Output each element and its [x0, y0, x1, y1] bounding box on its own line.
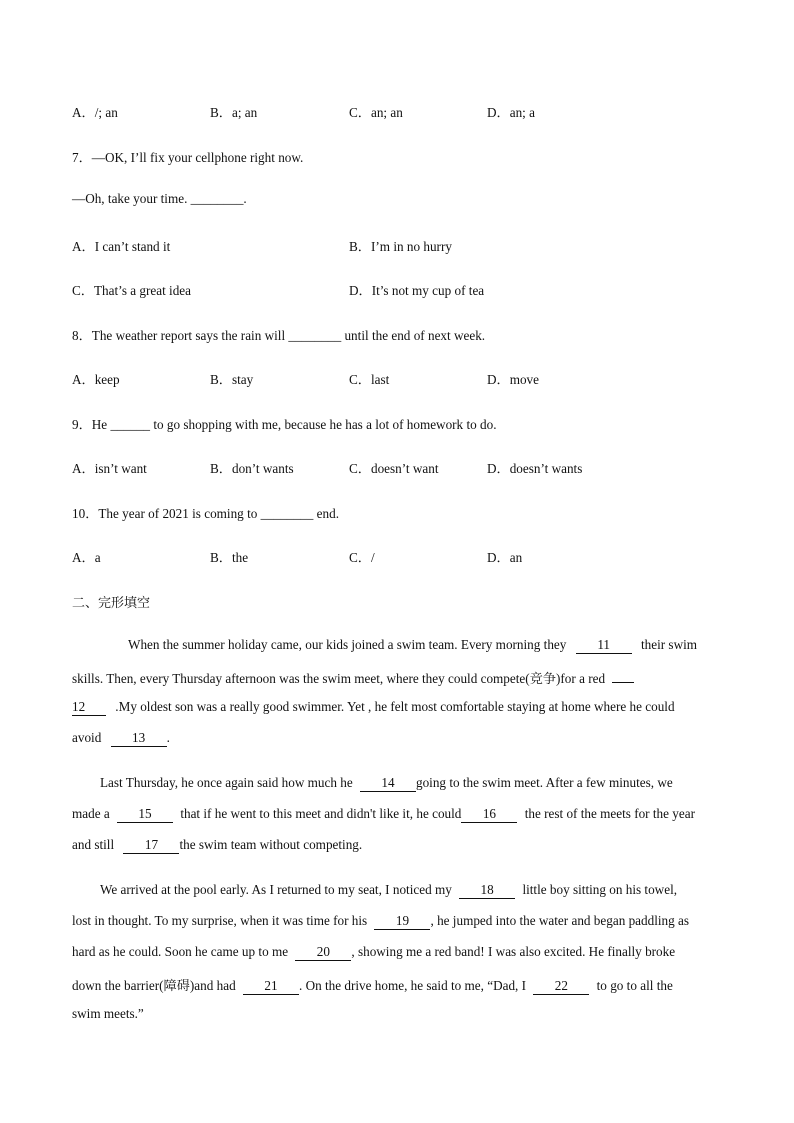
passage-text: the swim team without competing. [179, 837, 363, 852]
passage-text: going to the swim meet. After a few minutes, we [415, 775, 673, 790]
passage-text: made a [72, 806, 110, 821]
passage-text: hard as he could. Soon he came up to me [72, 944, 289, 959]
blank-15[interactable]: 15 [117, 806, 173, 823]
blank-22[interactable]: 22 [533, 978, 589, 995]
passage-text: avoid [72, 730, 102, 745]
blank-16[interactable]: 16 [461, 806, 517, 823]
option-b: B．the [210, 550, 249, 565]
passage-text: down the barrier(障碍)and had [72, 978, 236, 993]
blank-13[interactable]: 13 [111, 730, 167, 747]
passage-text: . [166, 730, 170, 745]
question-8-stem: 8．The weather report says the rain will ________ until the end of next week. [72, 328, 486, 343]
option-a: A．keep [72, 372, 120, 387]
blank-17[interactable]: 17 [123, 837, 179, 854]
passage-text: swim meets.” [72, 1006, 144, 1021]
option-d: D．an; a [487, 105, 535, 120]
blank-14[interactable]: 14 [360, 775, 416, 792]
question-10-stem: 10．The year of 2021 is coming to ________ end. [72, 506, 340, 521]
blank-19[interactable]: 19 [374, 913, 430, 930]
blank-12[interactable]: 12 [72, 699, 106, 716]
option-d: D．an [487, 550, 523, 565]
blank-21[interactable]: 21 [243, 978, 299, 995]
option-c: C．doesn’t want [349, 461, 439, 476]
blank-12-line[interactable] [612, 682, 634, 683]
option-d: D．move [487, 372, 540, 387]
option-d: D．It’s not my cup of tea [349, 283, 485, 298]
option-b: B．don’t wants [210, 461, 294, 476]
passage-text: that if he went to this meet and didn't like it, he could [180, 806, 462, 821]
passage-text: skills. Then, every Thursday afternoon was the swim meet, where they could compete(竞争)for a red [72, 671, 606, 686]
blank-11[interactable]: 11 [576, 637, 632, 654]
passage-text: lost in thought. To my surprise, when it was time for his [72, 913, 368, 928]
blank-20[interactable]: 20 [295, 944, 351, 961]
question-9-stem: 9．He ______ to go shopping with me, because he has a lot of homework to do. [72, 417, 497, 432]
option-c: C．That’s a great idea [72, 283, 192, 298]
passage-text: We arrived at the pool early. As I returned to my seat, I noticed my [100, 882, 452, 897]
passage-text: little boy sitting on his towel, [522, 882, 678, 897]
passage-text: When the summer holiday came, our kids joined a swim team. Every morning they [128, 637, 567, 652]
passage-text: .My oldest son was a really good swimmer. Yet , he felt most comfortable staying at home where he could [115, 699, 675, 714]
option-d: D．doesn’t wants [487, 461, 583, 476]
passage-text: their swim [640, 637, 698, 652]
section-heading: 二、完形填空 [72, 596, 151, 611]
option-b: B．a; an [210, 105, 258, 120]
passage-text: , showing me a red band! I was also excited. He finally broke [351, 944, 676, 959]
option-a: A．a [72, 550, 101, 565]
question-7-stem: 7．—OK, I’ll fix your cellphone right now. [72, 150, 304, 165]
option-a: A．isn’t want [72, 461, 147, 476]
passage-text: Last Thursday, he once again said how much he [100, 775, 353, 790]
option-a: A．/; an [72, 105, 118, 120]
option-c: C．an; an [349, 105, 403, 120]
passage-text: to go to all the [596, 978, 673, 993]
option-b: B．stay [210, 372, 254, 387]
option-c: C．last [349, 372, 390, 387]
option-c: C．/ [349, 550, 375, 565]
passage-text: the rest of the meets for the year [524, 806, 695, 821]
passage-text: , he jumped into the water and began paddling as [430, 913, 690, 928]
option-a: A．I can’t stand it [72, 239, 171, 254]
question-7-reply: —Oh, take your time. ________. [72, 191, 247, 206]
passage-text: and still [72, 837, 115, 852]
blank-18[interactable]: 18 [459, 882, 515, 899]
option-b: B．I’m in no hurry [349, 239, 452, 254]
passage-text: . On the drive home, he said to me, “Dad, I [298, 978, 527, 993]
